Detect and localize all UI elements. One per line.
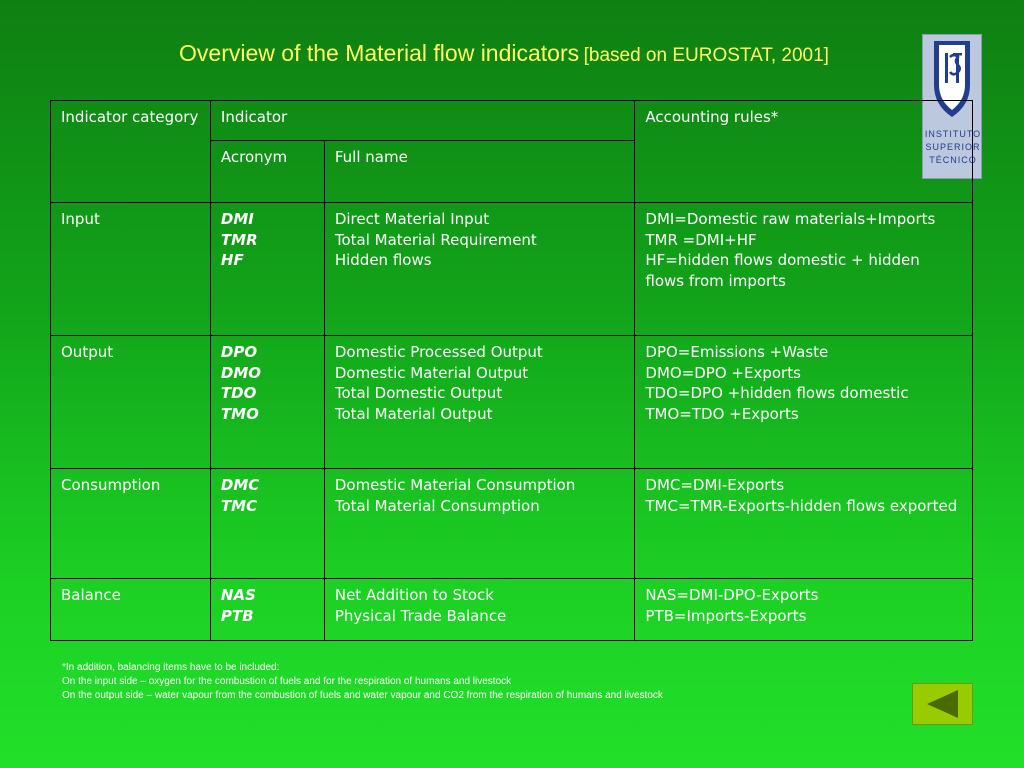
rule: DPO=Emissions +Waste xyxy=(645,343,829,361)
rule: DMO=DPO +Exports xyxy=(645,363,801,382)
slide-title xyxy=(0,40,1008,67)
header-fullname: Full name xyxy=(324,141,635,203)
acronym: NAS xyxy=(220,586,256,604)
full-name: Total Material Requirement xyxy=(334,230,537,249)
rule: DMI=Domestic raw materials+Imports xyxy=(645,210,936,228)
rule: TMR =DMI+HF xyxy=(645,230,757,249)
full-name: Total Domestic Output xyxy=(334,384,503,402)
header-indicator: Indicator xyxy=(210,101,634,141)
fullname-cell xyxy=(324,203,635,336)
rules-cell xyxy=(635,469,973,579)
rule: PTB=Imports-Exports xyxy=(645,606,807,625)
full-name: Direct Material Input xyxy=(334,210,490,228)
acronym-cell xyxy=(210,336,324,469)
table-row xyxy=(51,203,973,336)
table-row xyxy=(51,469,973,579)
footnote-line: On the output side – water vapour from the combustion of fuels and water vapour and CO2 from the respiration of humans and livestock xyxy=(62,690,663,701)
rule: TMC=TMR-Exports-hidden flows exported xyxy=(645,496,958,515)
acronym-cell xyxy=(210,203,324,336)
category-cell: Output xyxy=(51,336,211,469)
triangle-left-icon xyxy=(913,684,972,724)
acronym-cell xyxy=(210,579,324,641)
full-name: Net Addition to Stock xyxy=(334,586,494,604)
rules-cell xyxy=(635,579,973,641)
title-source: [based on EUROSTAT, 2001] xyxy=(583,45,829,66)
header-accounting: Accounting rules* xyxy=(635,101,973,203)
acronym: TMR xyxy=(220,230,258,249)
header-category: Indicator category xyxy=(51,101,211,203)
acronym: DMI xyxy=(220,210,254,228)
logo-line-1: INSTITUTO xyxy=(924,129,982,139)
acronym: DMC xyxy=(220,476,260,494)
acronym: DMO xyxy=(220,363,262,382)
title-main: Overview of the Material flow indicators xyxy=(179,40,580,66)
category-cell: Consumption xyxy=(51,469,211,579)
full-name: Physical Trade Balance xyxy=(334,606,507,625)
rules-cell xyxy=(635,336,973,469)
rule: TDO=DPO +hidden flows domestic xyxy=(645,384,909,402)
full-name: Total Material Consumption xyxy=(334,496,540,515)
logo-line-3: TÉCNICO xyxy=(929,155,977,165)
fullname-cell xyxy=(324,579,635,641)
footnote-line: *In addition, balancing items have to be included: xyxy=(62,662,280,673)
full-name: Domestic Material Consumption xyxy=(334,476,576,494)
acronym: TMC xyxy=(220,496,258,515)
logo-line-2: SUPERIOR xyxy=(925,142,981,152)
footnote-line: On the input side – oxygen for the combustion of fuels and for the respiration of humans and livestock xyxy=(62,676,512,687)
table-row xyxy=(51,336,973,469)
header-acronym: Acronym xyxy=(210,141,324,203)
rule: DMC=DMI-Exports xyxy=(645,476,785,494)
rule: NAS=DMI-DPO-Exports xyxy=(645,586,819,604)
fullname-cell xyxy=(324,336,635,469)
full-name: Total Material Output xyxy=(334,404,493,423)
full-name: Domestic Processed Output xyxy=(334,343,543,361)
acronym: DPO xyxy=(220,343,258,361)
header-row-1 xyxy=(51,101,973,141)
acronym: TDO xyxy=(220,384,257,402)
fullname-cell xyxy=(324,469,635,579)
full-name: Domestic Material Output xyxy=(334,363,529,382)
indicators-table xyxy=(50,100,973,641)
acronym: TMO xyxy=(220,404,259,423)
table-row xyxy=(51,579,973,641)
acronym: HF xyxy=(220,251,244,269)
back-button[interactable] xyxy=(912,683,973,725)
footnote xyxy=(62,661,882,703)
rule: HF=hidden flows domestic + hidden flows from imports xyxy=(645,251,920,290)
rule: TMO=TDO +Exports xyxy=(645,404,799,423)
acronym-cell xyxy=(210,469,324,579)
full-name: Hidden flows xyxy=(334,251,432,269)
acronym: PTB xyxy=(220,606,254,625)
category-cell: Balance xyxy=(51,579,211,641)
rules-cell xyxy=(635,203,973,336)
category-cell: Input xyxy=(51,203,211,336)
